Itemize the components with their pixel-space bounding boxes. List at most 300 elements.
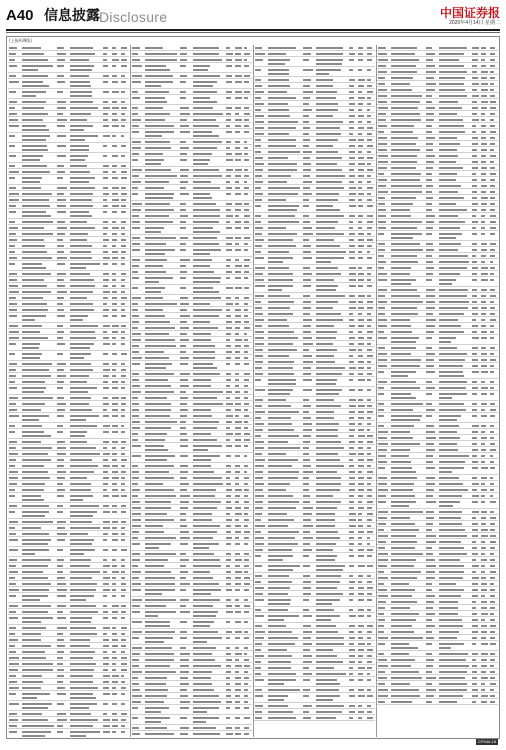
- table-cell-holding-name: [439, 71, 467, 73]
- table-cell-serial: [132, 455, 141, 457]
- table-cell-value-b: [112, 703, 117, 705]
- table-cell-value-c: [244, 695, 248, 697]
- table-cell-value-c: [490, 83, 494, 85]
- table-cell-serial: [9, 353, 15, 355]
- table-cell-holding-name: [439, 255, 468, 257]
- table-cell-holding-name: [439, 523, 462, 525]
- table-cell-value-c: [490, 541, 496, 543]
- table-cell-holding-name-line2: [193, 281, 220, 283]
- table-cell-serial: [132, 397, 138, 399]
- table-cell-holding-name: [316, 495, 333, 497]
- table-cell-value-c: [244, 689, 248, 691]
- table-cell-value-a: [226, 659, 232, 661]
- table-cell-serial: [132, 471, 139, 473]
- table-cell-fund-code: [180, 445, 188, 447]
- table-row: [8, 209, 129, 219]
- table-cell-holding-name: [439, 393, 467, 395]
- table-cell-holding-name: [193, 525, 220, 527]
- table-cell-fund-code: [303, 429, 312, 431]
- table-cell-serial: [132, 227, 140, 229]
- table-cell-value-a: [472, 307, 478, 309]
- table-cell-holding-name: [439, 215, 458, 217]
- table-row: [131, 95, 252, 105]
- table-cell-fund-code: [180, 339, 189, 341]
- table-cell-fund-name: [145, 259, 167, 261]
- table-cell-value-b: [481, 65, 486, 67]
- table-cell-serial: [132, 727, 139, 729]
- table-cell-fund-code: [180, 717, 187, 719]
- table-cell-holding-name: [70, 257, 92, 259]
- table-cell-value-a: [349, 361, 354, 363]
- table-cell-fund-name: [145, 373, 174, 375]
- table-cell-holding-name: [316, 549, 333, 551]
- table-cell-value-b: [481, 47, 486, 49]
- table-cell-value-a: [226, 403, 233, 405]
- table-cell-fund-name: [268, 331, 294, 333]
- table-cell-value-a: [103, 703, 108, 705]
- table-cell-fund-name: [22, 187, 41, 189]
- table-cell-holding-name: [193, 471, 214, 473]
- table-cell-holding-name: [70, 453, 100, 455]
- table-cell-fund-name: [268, 673, 296, 675]
- table-cell-value-b: [235, 415, 239, 417]
- table-cell-value-c: [367, 257, 372, 259]
- table-cell-value-a: [349, 531, 354, 533]
- table-cell-value-c: [367, 599, 372, 601]
- table-cell-fund-code: [303, 689, 310, 691]
- table-cell-holding-name: [193, 75, 220, 77]
- table-cell-fund-code: [57, 483, 63, 485]
- table-cell-fund-name: [22, 291, 51, 293]
- table-cell-serial: [378, 689, 388, 691]
- table-cell-holding-name: [439, 589, 464, 591]
- table-cell-fund-code: [426, 179, 432, 181]
- table-cell-serial: [9, 441, 17, 443]
- table-cell-value-b: [481, 443, 485, 445]
- table-cell-fund-code: [303, 319, 312, 321]
- table-cell-serial: [9, 211, 16, 213]
- table-cell-value-b: [481, 89, 488, 91]
- table-cell-value-b: [235, 513, 242, 515]
- table-cell-value-a: [349, 175, 355, 177]
- table-cell-holding-name: [439, 89, 465, 91]
- table-cell-value-b: [358, 429, 364, 431]
- table-cell-value-b: [112, 583, 116, 585]
- table-cell-serial: [255, 483, 264, 485]
- table-cell-value-a: [472, 449, 478, 451]
- table-cell-value-b: [358, 495, 363, 497]
- table-cell-holding-name: [316, 139, 338, 141]
- table-cell-value-a: [103, 187, 108, 189]
- table-cell-holding-name-line2: [70, 621, 91, 623]
- table-cell-value-b: [235, 153, 242, 155]
- table-cell-serial: [132, 175, 139, 177]
- table-cell-holding-name: [316, 151, 338, 153]
- table-cell-value-b: [358, 655, 363, 657]
- table-cell-value-b: [112, 489, 118, 491]
- table-cell-holding-name: [193, 175, 222, 177]
- table-cell-fund-code: [180, 321, 187, 323]
- table-cell-holding-name: [70, 713, 91, 715]
- table-cell-value-b: [235, 159, 241, 161]
- table-cell-value-a: [103, 325, 110, 327]
- table-cell-value-c: [490, 353, 494, 355]
- table-cell-value-c: [121, 617, 125, 619]
- table-cell-value-c: [244, 397, 248, 399]
- table-cell-fund-code: [57, 657, 63, 659]
- table-cell-value-b: [358, 367, 364, 369]
- table-cell-fund-name: [268, 625, 286, 627]
- table-row: [131, 443, 252, 453]
- table-cell-fund-code: [180, 59, 187, 61]
- table-cell-value-b: [358, 53, 363, 55]
- table-cell-value-b: [481, 295, 486, 297]
- table-cell-holding-name: [193, 315, 219, 317]
- table-cell-holding-name: [193, 653, 212, 655]
- table-cell-holding-name: [193, 683, 212, 685]
- table-cell-fund-name: [268, 429, 294, 431]
- table-cell-value-b: [481, 467, 488, 469]
- table-cell-fund-code: [57, 669, 64, 671]
- table-cell-value-a: [349, 325, 355, 327]
- table-cell-holding-name: [193, 507, 217, 509]
- table-cell-fund-name: [145, 215, 169, 217]
- table-cell-fund-name: [391, 319, 410, 321]
- table-cell-fund-code: [426, 185, 433, 187]
- table-cell-value-c: [490, 71, 494, 73]
- table-cell-fund-name: [391, 249, 423, 251]
- table-cell-value-b: [481, 71, 488, 73]
- table-cell-fund-code: [303, 187, 310, 189]
- table-cell-holding-name: [316, 711, 342, 713]
- table-cell-serial: [255, 301, 261, 303]
- table-cell-value-a: [226, 621, 230, 623]
- table-cell-fund-code: [57, 279, 64, 281]
- table-cell-fund-name: [145, 243, 166, 245]
- table-cell-value-c: [121, 471, 126, 473]
- table-cell-value-a: [226, 391, 232, 393]
- table-cell-fund-code: [303, 181, 312, 183]
- table-cell-value-c: [244, 409, 248, 411]
- table-cell-value-a: [472, 149, 477, 151]
- table-cell-value-c: [367, 423, 371, 425]
- table-cell-fund-name: [391, 125, 414, 127]
- table-cell-holding-name: [316, 133, 341, 135]
- table-cell-holding-name-line2: [193, 615, 216, 617]
- table-cell-holding-name: [316, 575, 341, 577]
- table-cell-serial: [255, 361, 263, 363]
- table-cell-value-c: [244, 391, 248, 393]
- table-cell-serial: [255, 459, 265, 461]
- table-cell-serial: [378, 347, 385, 349]
- table-cell-serial: [255, 367, 262, 369]
- table-cell-fund-name: [391, 607, 410, 609]
- table-cell-value-c: [490, 577, 495, 579]
- table-cell-serial: [132, 671, 142, 673]
- table-cell-value-a: [472, 583, 478, 585]
- table-row: [254, 387, 375, 397]
- table-cell-value-a: [472, 577, 479, 579]
- table-cell-value-a: [349, 581, 355, 583]
- table-cell-value-a: [349, 519, 356, 521]
- table-cell-holding-name: [70, 571, 100, 573]
- table-cell-value-a: [349, 717, 353, 719]
- table-cell-serial: [255, 187, 261, 189]
- table-cell-serial: [132, 391, 141, 393]
- table-cell-value-c: [244, 379, 249, 381]
- table-cell-value-a: [226, 477, 230, 479]
- table-cell-fund-name-line2: [268, 683, 284, 685]
- table-cell-value-b: [358, 355, 363, 357]
- table-cell-value-b: [358, 91, 362, 93]
- table-cell-fund-name-line2: [391, 375, 408, 377]
- table-cell-fund-code: [303, 343, 313, 345]
- table-cell-value-b: [481, 529, 488, 531]
- table-cell-serial: [9, 447, 16, 449]
- table-cell-value-a: [472, 347, 478, 349]
- table-cell-value-b: [235, 203, 242, 205]
- table-cell-serial: [132, 707, 138, 709]
- table-cell-serial: [378, 71, 387, 73]
- table-cell-value-b: [112, 477, 119, 479]
- table-cell-holding-name: [316, 103, 338, 105]
- table-cell-value-c: [121, 633, 125, 635]
- table-cell-value-c: [244, 53, 250, 55]
- table-cell-fund-name: [391, 371, 416, 373]
- table-cell-serial: [378, 695, 388, 697]
- table-cell-fund-code: [426, 547, 432, 549]
- table-cell-holding-name: [70, 645, 90, 647]
- table-cell-value-b: [481, 547, 486, 549]
- table-cell-serial: [9, 719, 18, 721]
- table-cell-fund-code: [180, 559, 189, 561]
- table-cell-holding-name: [316, 465, 344, 467]
- table-cell-serial: [255, 661, 261, 663]
- table-cell-fund-code: [426, 677, 436, 679]
- table-cell-value-c: [244, 427, 248, 429]
- table-cell-fund-code: [303, 453, 309, 455]
- table-row: [254, 563, 375, 573]
- table-cell-holding-name-line2: [193, 135, 219, 137]
- table-cell-value-c: [490, 371, 494, 373]
- table-cell-value-b: [235, 501, 239, 503]
- table-cell-value-b: [358, 507, 364, 509]
- table-cell-fund-code: [57, 257, 67, 259]
- table-cell-serial: [9, 227, 18, 229]
- table-cell-value-c: [121, 409, 125, 411]
- table-cell-holding-name: [316, 417, 334, 419]
- table-cell-fund-name-line2: [22, 181, 40, 183]
- table-cell-value-a: [349, 379, 353, 381]
- table-cell-fund-code: [426, 467, 435, 469]
- table-cell-fund-code: [180, 169, 189, 171]
- table-cell-fund-code: [303, 193, 312, 195]
- table-cell-value-c: [490, 683, 496, 685]
- table-cell-fund-name-line2: [268, 569, 293, 571]
- table-cell-value-b: [112, 199, 119, 201]
- table-cell-fund-name: [145, 683, 166, 685]
- table-cell-fund-name: [391, 325, 411, 327]
- table-cell-value-c: [490, 495, 493, 497]
- table-cell-fund-name: [145, 53, 177, 55]
- table-cell-fund-name: [391, 307, 417, 309]
- table-cell-fund-name: [391, 683, 410, 685]
- table-cell-holding-name: [193, 153, 212, 155]
- table-cell-value-a: [472, 425, 479, 427]
- table-cell-serial: [9, 431, 15, 433]
- table-cell-holding-name: [439, 77, 465, 79]
- table-cell-value-a: [349, 631, 354, 633]
- table-cell-serial: [9, 263, 15, 265]
- table-cell-value-b: [358, 343, 364, 345]
- table-cell-holding-name-line2: [193, 163, 208, 165]
- table-row: [8, 537, 129, 547]
- table-cell-value-a: [472, 161, 478, 163]
- table-cell-value-b: [235, 427, 241, 429]
- table-cell-fund-name: [391, 353, 411, 355]
- table-cell-serial: [378, 209, 386, 211]
- table-cell-holding-name: [439, 571, 464, 573]
- table-cell-value-b: [235, 339, 242, 341]
- table-cell-fund-code: [426, 273, 433, 275]
- table-cell-serial: [132, 147, 141, 149]
- table-cell-fund-code: [180, 477, 187, 479]
- table-cell-holding-name: [316, 661, 343, 663]
- table-cell-value-b: [235, 237, 241, 239]
- table-cell-value-c: [121, 571, 125, 573]
- table-cell-holding-name: [70, 693, 93, 695]
- table-cell-value-c: [367, 531, 373, 533]
- table-cell-fund-name: [268, 69, 289, 71]
- table-cell-fund-name: [22, 47, 41, 49]
- table-cell-holding-name: [316, 361, 335, 363]
- table-cell-holding-name: [316, 667, 334, 669]
- table-cell-fund-code: [180, 333, 187, 335]
- table-cell-holding-name-line2: [439, 505, 453, 507]
- table-cell-value-c: [121, 719, 126, 721]
- table-cell-fund-code: [180, 507, 188, 509]
- table-cell-fund-code: [180, 125, 189, 127]
- table-cell-value-a: [349, 285, 356, 287]
- table-cell-value-c: [367, 507, 372, 509]
- table-cell-value-c: [244, 477, 249, 479]
- table-cell-value-b: [112, 459, 117, 461]
- table-cell-fund-code: [303, 257, 312, 259]
- table-cell-holding-name: [193, 621, 214, 623]
- table-cell-value-a: [103, 205, 108, 207]
- table-cell-fund-name: [391, 289, 417, 291]
- table-cell-value-a: [472, 553, 478, 555]
- table-cell-holding-name: [316, 717, 336, 719]
- table-cell-value-b: [481, 625, 487, 627]
- table-cell-fund-code: [303, 525, 313, 527]
- table-cell-serial: [9, 495, 15, 497]
- table-cell-fund-name: [22, 719, 48, 721]
- table-cell-serial: [9, 119, 18, 121]
- table-cell-fund-code: [303, 513, 312, 515]
- table-cell-fund-name: [391, 387, 420, 389]
- table-cell-serial: [9, 605, 18, 607]
- table-cell-value-b: [112, 75, 117, 77]
- table-cell-holding-name: [70, 233, 88, 235]
- table-cell-fund-name: [268, 151, 300, 153]
- table-cell-fund-name: [391, 553, 423, 555]
- table-row: [8, 313, 129, 323]
- table-cell-fund-name: [145, 433, 167, 435]
- table-cell-value-c: [121, 375, 126, 377]
- table-cell-value-b: [481, 279, 488, 281]
- table-cell-fund-code: [303, 649, 310, 651]
- table-cell-holding-name-line2: [316, 619, 331, 621]
- table-cell-serial: [378, 53, 387, 55]
- table-cell-value-b: [481, 233, 485, 235]
- table-cell-value-c: [244, 439, 250, 441]
- table-cell-fund-code: [303, 69, 313, 71]
- table-cell-value-b: [112, 337, 116, 339]
- table-cell-holding-name: [439, 47, 467, 49]
- table-cell-value-b: [358, 661, 362, 663]
- table-cell-serial: [132, 489, 140, 491]
- table-cell-serial: [255, 435, 261, 437]
- table-cell-value-c: [367, 267, 372, 269]
- table-cell-fund-code: [303, 495, 310, 497]
- table-cell-fund-code: [180, 553, 186, 555]
- table-cell-serial: [132, 75, 142, 77]
- table-cell-value-c: [490, 437, 494, 439]
- table-cell-fund-code: [303, 531, 310, 533]
- table-cell-value-b: [112, 101, 117, 103]
- table-cell-fund-name: [268, 127, 296, 129]
- table-cell-serial: [132, 47, 140, 49]
- table-cell-serial: [132, 159, 138, 161]
- table-cell-fund-name: [391, 149, 420, 151]
- table-cell-fund-code: [57, 565, 63, 567]
- table-cell-holding-name: [193, 409, 211, 411]
- table-cell-holding-name: [193, 489, 216, 491]
- table-cell-holding-name: [316, 609, 334, 611]
- table-cell-fund-name-line2: [391, 647, 418, 649]
- table-cell-value-b: [481, 365, 487, 367]
- table-cell-value-a: [349, 157, 355, 159]
- table-cell-serial: [255, 489, 263, 491]
- table-cell-value-a: [472, 261, 477, 263]
- table-cell-value-b: [358, 537, 362, 539]
- table-cell-value-c: [367, 417, 371, 419]
- table-cell-holding-name-line2: [439, 283, 452, 285]
- table-cell-fund-name: [268, 307, 290, 309]
- table-cell-value-a: [349, 661, 355, 663]
- table-cell-serial: [378, 65, 386, 67]
- table-cell-fund-code: [57, 441, 65, 443]
- table-cell-serial: [132, 637, 139, 639]
- table-cell-fund-name: [268, 157, 288, 159]
- table-cell-serial: [378, 191, 388, 193]
- table-cell-value-a: [226, 47, 230, 49]
- table-cell-serial: [255, 121, 264, 123]
- table-cell-serial: [9, 381, 15, 383]
- table-cell-value-c: [244, 119, 249, 121]
- table-cell-fund-code: [303, 175, 310, 177]
- table-cell-holding-name: [193, 221, 219, 223]
- table-row: [8, 79, 129, 89]
- table-cell-holding-name: [70, 527, 100, 529]
- table-cell-fund-name: [391, 495, 415, 497]
- table-cell-fund-name: [22, 53, 44, 55]
- table-cell-holding-name: [439, 179, 456, 181]
- table-cell-fund-code: [426, 131, 432, 133]
- table-cell-value-b: [358, 519, 362, 521]
- table-cell-value-b: [481, 595, 485, 597]
